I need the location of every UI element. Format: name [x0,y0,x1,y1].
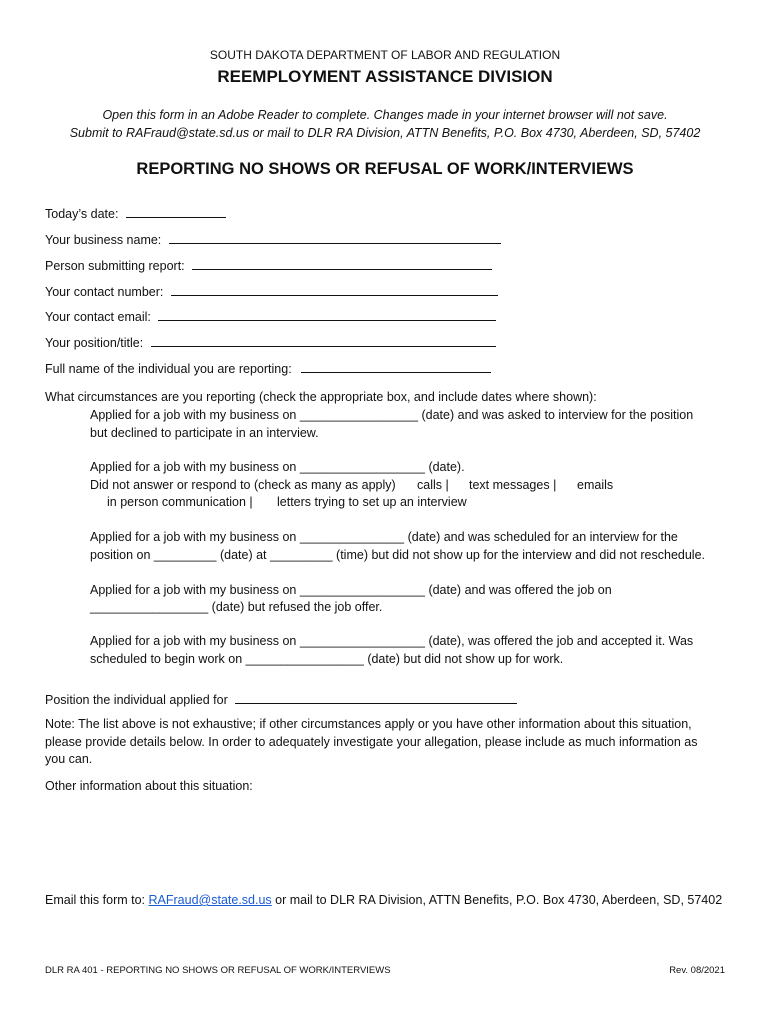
person-submitting-blank[interactable] [192,257,492,270]
circumstance-2-line-2: Did not answer or respond to (check as many as apply) [90,478,396,492]
email-line-prefix: Email this form to: [45,893,146,907]
contact-number-field[interactable] [45,283,498,299]
position-applied-blank[interactable] [235,691,517,704]
circumstance-1-line-2: but declined to participate in an interview. [90,426,319,440]
note-line-2: please provide details below. In order to adequately investigate your allegation, please include as much information as [45,735,698,749]
circumstance-2-line-1[interactable]: Applied for a job with my business on __________________ (date). [90,460,465,474]
todays-date-label: Today’s date: [45,207,119,221]
division-name: REEMPLOYMENT ASSISTANCE DIVISION [217,67,553,86]
individual-name-field[interactable] [45,360,491,376]
other-info-label: Other information about this situation: [45,779,253,793]
business-name-field[interactable] [45,231,501,247]
instruction-line-1: Open this form in an Adobe Reader to complete. Changes made in your internet browser will not save. [102,108,668,122]
todays-date-blank[interactable] [126,205,226,218]
position-title-blank[interactable] [151,334,496,347]
email-line [45,893,722,907]
form-title: REPORTING NO SHOWS OR REFUSAL OF WORK/INTERVIEWS [136,160,634,178]
contact-email-field[interactable] [45,308,496,324]
instruction-line-2: Submit to RAFraud@state.sd.us or mail to DLR RA Division, ATTN Benefits, P.O. Box 4730, Aberdeen, SD, 57402 [69,126,701,140]
position-title-label: Your position/title: [45,336,144,350]
person-submitting-label: Person submitting report: [45,259,185,273]
business-name-blank[interactable] [169,231,501,244]
email-line-suffix: or mail to DLR RA Division, ATTN Benefits, P.O. Box 4730, Aberdeen, SD, 57402 [275,893,723,907]
footer-revision: Rev. 08/2021 [669,965,725,976]
circumstance-4-line-2: _________________ (date) but refused the job offer. [90,600,383,614]
note-line-3: you can. [45,752,93,766]
other-info-area[interactable] [45,800,725,880]
circumstance-4-line-1[interactable]: Applied for a job with my business on __________________ (date) and was offered the job on [90,583,612,597]
position-title-field[interactable] [45,334,496,350]
individual-name-blank[interactable] [301,360,491,373]
position-applied-field[interactable] [45,691,517,707]
option-text-messages[interactable]: text messages | [469,478,557,492]
individual-name-label: Full name of the individual you are reporting: [45,362,292,376]
position-applied-label: Position the individual applied for [45,693,228,707]
option-letters[interactable]: letters trying to set up an interview [277,495,467,509]
person-submitting-field[interactable] [45,257,492,273]
option-calls[interactable]: calls | [417,478,449,492]
option-in-person[interactable]: in person communication | [107,495,253,509]
option-emails[interactable]: emails [577,478,614,492]
note-line-1: Note: The list above is not exhaustive; if other circumstances apply or you have other information about this situation, [45,717,692,731]
todays-date-field[interactable] [45,205,226,221]
circumstance-5-line-1[interactable]: Applied for a job with my business on __________________ (date), was offered the job and accepted it. Was [90,634,694,648]
circumstance-3-line-2: position on _________ (date) at _________ (time) but did not show up for the interview and did not reschedule. [90,548,705,562]
email-link[interactable]: RAFraud@state.sd.us [148,893,272,907]
contact-email-label: Your contact email: [45,310,151,324]
department-name: SOUTH DAKOTA DEPARTMENT OF LABOR AND REGULATION [209,48,561,62]
contact-number-blank[interactable] [171,283,498,296]
circumstance-3-line-1[interactable]: Applied for a job with my business on _______________ (date) and was scheduled for an interview for the [90,530,678,544]
footer-form-id: DLR RA 401 - REPORTING NO SHOWS OR REFUSAL OF WORK/INTERVIEWS [45,965,391,976]
contact-number-label: Your contact number: [45,285,164,299]
circumstance-1-line-1[interactable]: Applied for a job with my business on _________________ (date) and was asked to interview for the position [90,408,694,422]
business-name-label: Your business name: [45,233,162,247]
circumstances-intro: What circumstances are you reporting (check the appropriate box, and include dates where shown): [45,390,597,404]
circumstance-5-line-2: scheduled to begin work on _________________ (date) but did not show up for work. [90,652,564,666]
contact-email-blank[interactable] [158,308,496,321]
